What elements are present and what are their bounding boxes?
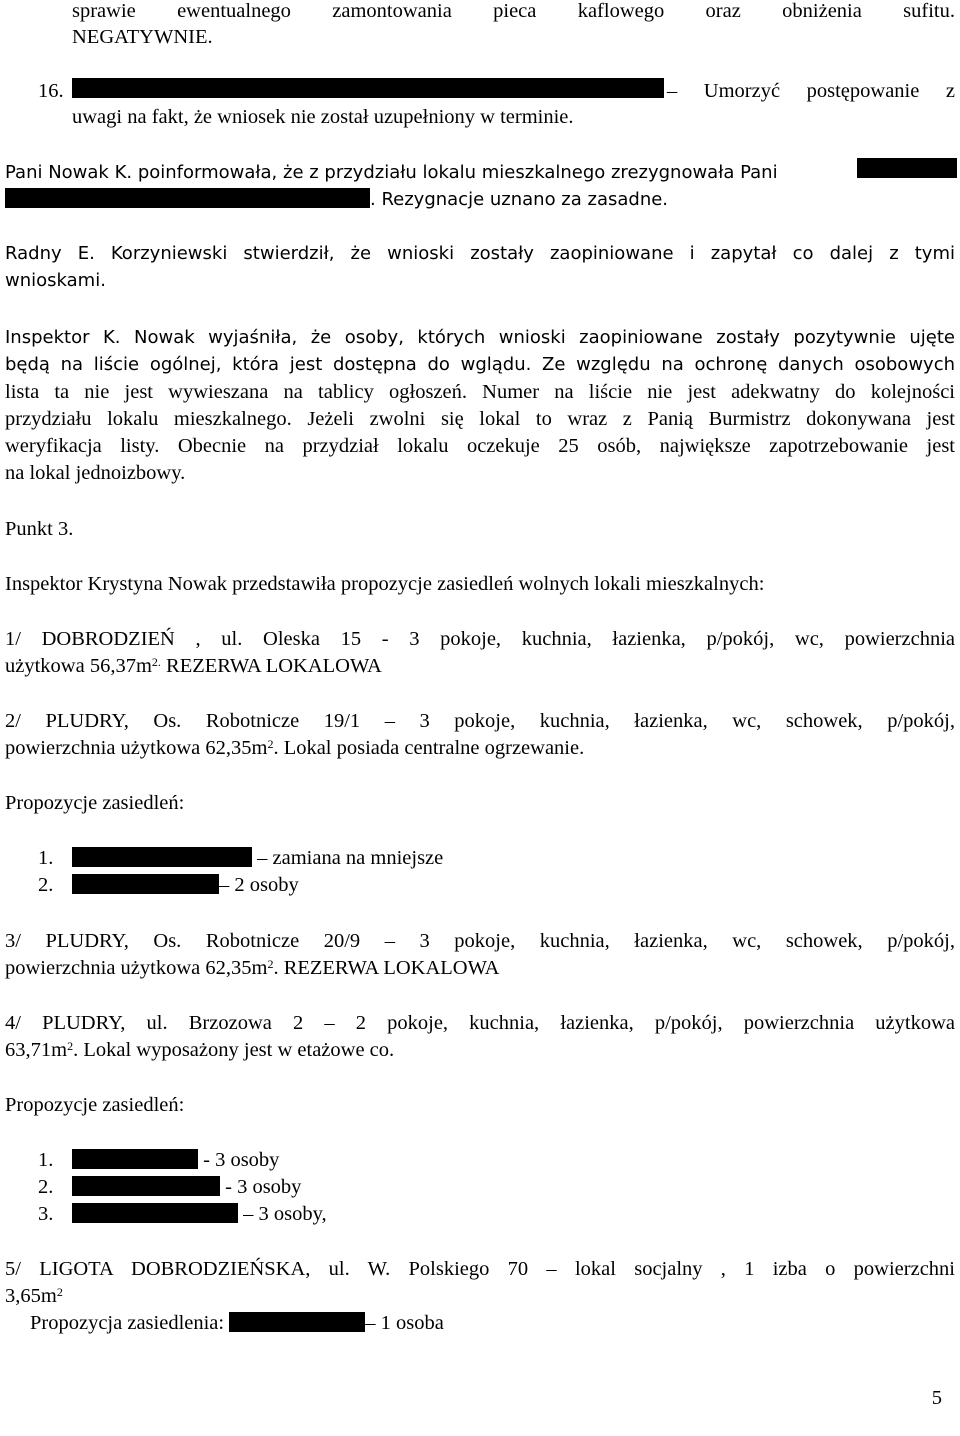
unit-area: powierzchnia użytkowa 62,35m [5, 737, 268, 759]
proposals-label: Propozycje zasiedleń: [5, 792, 185, 814]
proposals-label: Propozycje zasiedleń: [5, 1094, 185, 1116]
redaction-block [5, 188, 370, 208]
proposal-item [38, 845, 443, 871]
superscript: 2 [267, 957, 274, 971]
redaction-block [72, 847, 252, 867]
proposal-number: 2. [38, 874, 54, 896]
proposal-note: - 3 osoby [203, 1149, 280, 1171]
unit-area: powierzchnia użytkowa 62,35m [5, 957, 268, 979]
unit-description [5, 955, 955, 981]
unit-note: . Lokal posiada centralne ogrzewanie. [273, 737, 585, 759]
paragraph-line: na lokal jednoizbowy. [5, 462, 186, 484]
paragraph-line: Radny E. Korzyniewski stwierdził, że wnioski zostały zaopiniowane i zapytał co dalej z tymi [5, 243, 955, 264]
redaction-block [72, 874, 219, 894]
section-heading: Punkt 3. [5, 518, 74, 540]
superscript: 2 [267, 737, 274, 751]
paragraph-line: uwagi na fakt, że wniosek nie został uzupełniony w terminie. [72, 106, 574, 128]
proposal-item [30, 1310, 444, 1336]
unit-description: 5/ LIGOTA DOBRODZIEŃSKA, ul. W. Polskiego 70 – lokal socjalny , 1 izba o powierzchni [5, 1258, 955, 1280]
unit-description: 2/ PLUDRY, Os. Robotnicze 19/1 – 3 pokoje, kuchnia, łazienka, wc, schowek, p/pokój, [5, 710, 955, 732]
proposal-item [38, 1201, 327, 1227]
proposal-number: 2. [38, 1176, 54, 1198]
resignation-text: . Rezygnacje uznano za zasadne. [370, 189, 669, 210]
superscript: 2 [67, 1039, 74, 1053]
item16-decision: – Umorzyć postępowanie z [667, 80, 955, 102]
redaction-block [72, 1176, 220, 1196]
unit-description [5, 735, 955, 761]
redaction-block [72, 1149, 198, 1169]
redaction-block [229, 1312, 365, 1332]
item-number: 16. [38, 80, 64, 102]
superscript: 2. [151, 655, 161, 669]
paragraph-line: weryfikacja listy. Obecnie na przydział lokalu oczekuje 25 osób, największe zapotrzebowanie jest [5, 435, 955, 457]
proposal-note: – 2 osoby [219, 874, 299, 896]
proposal-item [38, 872, 299, 898]
paragraph-line [5, 160, 778, 186]
paragraph-line [5, 187, 668, 213]
paragraph-line: Inspektor Krystyna Nowak przedstawiła propozycje zasiedleń wolnych lokali mieszkalnych: [5, 573, 765, 595]
unit-area: 3,65m [5, 1285, 57, 1307]
paragraph-line: będą na liście ogólnej, która jest dostępna do wglądu. Ze względu na ochronę danych osobowych [5, 354, 955, 375]
unit-note: . Lokal wyposażony jest w etażowe co. [73, 1039, 395, 1061]
resignation-text: Pani Nowak K. poinformowała, że z przydziału lokalu mieszkalnego zrezygnowała Pani [5, 162, 778, 183]
unit-status: REZERWA LOKALOWA [160, 655, 382, 677]
paragraph-line: lista ta nie jest wywieszana na tablicy ogłoszeń. Numer na liście nie jest adekwatny do kolejności [5, 381, 955, 403]
unit-description: 1/ DOBRODZIEŃ , ul. Oleska 15 - 3 pokoje, kuchnia, łazienka, p/pokój, wc, powierzchnia [5, 628, 955, 650]
proposal-number: 3. [38, 1203, 54, 1225]
unit-area: użytkowa 56,37m [5, 655, 152, 677]
unit-description [5, 1283, 955, 1309]
proposal-note: – 1 osoba [365, 1312, 444, 1334]
redaction-block [72, 1203, 238, 1223]
proposal-number: 1. [38, 847, 54, 869]
proposal-item [38, 1174, 301, 1200]
proposal-note: – zamiana na mniejsze [257, 847, 444, 869]
unit-status: . REZERWA LOKALOWA [273, 957, 500, 979]
unit-description [5, 1037, 955, 1063]
proposal-item [38, 1147, 279, 1173]
proposal-number: 1. [38, 1149, 54, 1171]
unit-description: 3/ PLUDRY, Os. Robotnicze 20/9 – 3 pokoje, kuchnia, łazienka, wc, schowek, p/pokój, [5, 930, 955, 952]
redaction-block [857, 158, 957, 184]
unit-area: 63,71m [5, 1039, 68, 1061]
proposal-label: Propozycja zasiedlenia: [30, 1312, 225, 1334]
unit-description: 4/ PLUDRY, ul. Brzozowa 2 – 2 pokoje, kuchnia, łazienka, p/pokój, powierzchnia użytkowa [5, 1012, 955, 1034]
redaction-block [72, 78, 664, 104]
paragraph-line: wnioskami. [5, 270, 106, 291]
paragraph-line: NEGATYWNIE. [72, 26, 213, 48]
proposal-note: – 3 osoby, [243, 1203, 327, 1225]
paragraph-line: przydziału lokalu mieszkalnego. Jeżeli zwolni się lokal to wraz z Panią Burmistrz dokonywana jest [5, 408, 955, 430]
proposal-note: - 3 osoby [225, 1176, 302, 1198]
unit-description [5, 653, 955, 679]
page-number: 5 [931, 1387, 942, 1409]
superscript: 2 [56, 1285, 63, 1299]
paragraph-line: Inspektor K. Nowak wyjaśniła, że osoby, których wnioski zaopiniowane zostały pozytywnie ujęte [5, 327, 955, 348]
paragraph-line: sprawie ewentualnego zamontowania pieca kaflowego oraz obniżenia sufitu. [72, 0, 955, 22]
